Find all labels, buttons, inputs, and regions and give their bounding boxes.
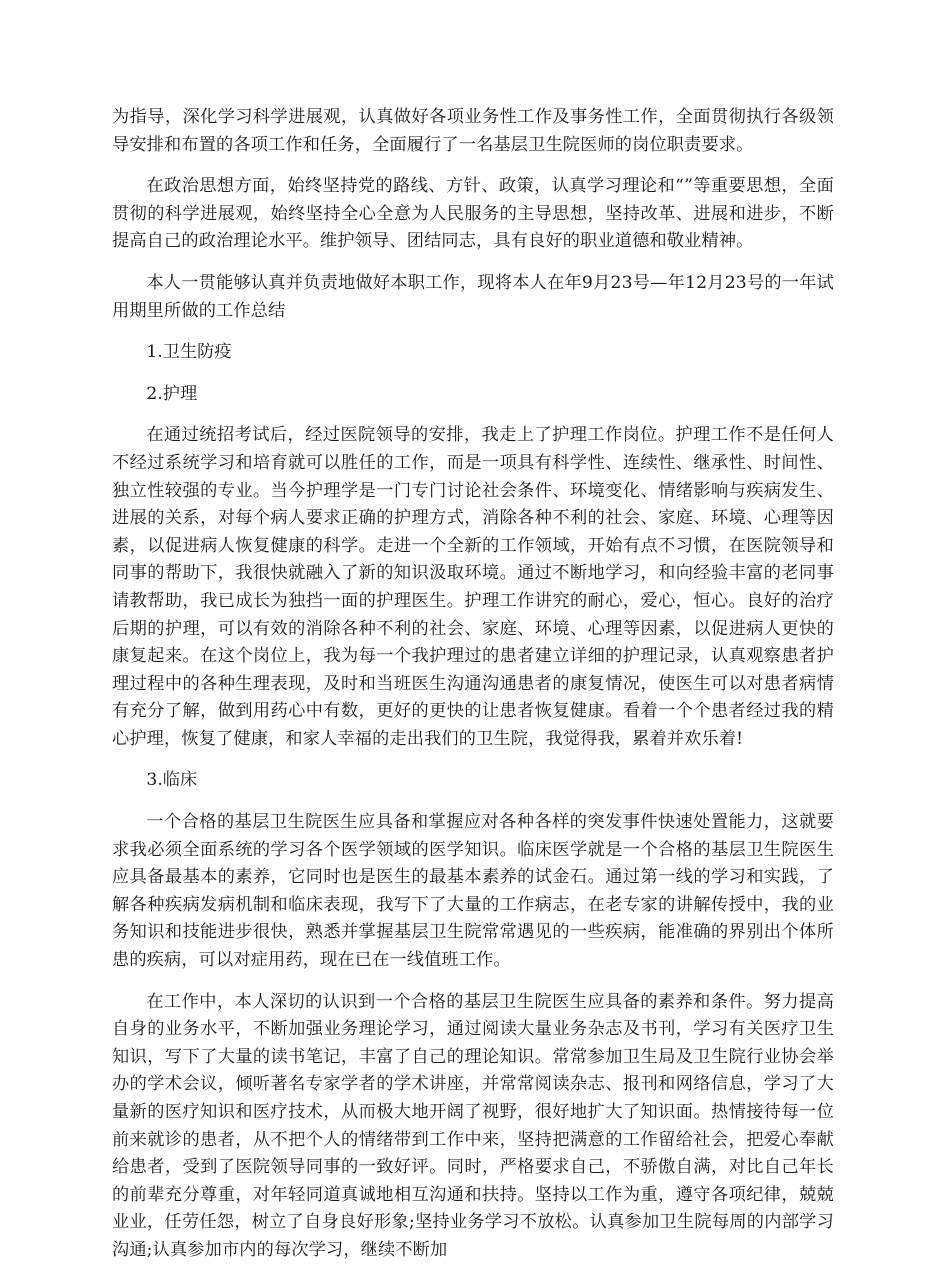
- paragraph-nursing: 在通过统招考试后，经过医院领导的安排，我走上了护理工作岗位。护理工作不是任何人不经过系统学习和培育就可以胜任的工作，而是一项具有科学性、连续性、继承性、时间性、独立性较强的专业。当今护理学是一门专门讨论社会条件、环境变化、情绪影响与疾病发生、进展的关系，对每个病人要求正确的护理方式，消除各种不利的社会、家庭、环境、心理等因素，以促进病人恢复健康的科学。走进一个全新的工作领域，开始有点不习惯，在医院领导和同事的帮助下，我很快就融入了新的知识汲取环境。通过不断地学习，和向经验丰富的老同事请教帮助，我已成长为独挡一面的护理医生。护理工作讲究的耐心，爱心，恒心。良好的治疗后期的护理，可以有效的消除各种不利的社会、家庭、环境、心理等因素，以促进病人更快的康复起来。在这个岗位上，我为每一个我护理过的患者建立详细的护理记录，认真观察患者护理过程中的各种生理表现，及时和当班医生沟通沟通患者的康复情况，使医生可以对患者病情有充分了解，做到用药心中有数，更好的更快的让患者恢复健康。看着一个个患者经过我的精心护理，恢复了健康，和家人幸福的走出我们的卫生院，我觉得我，累着并欢乐着!: [112, 425, 834, 749]
- document-body: [112, 104, 834, 1279]
- section-heading-clinical: 3.临床: [146, 770, 198, 791]
- paragraph-summary-intro: 本人一贯能够认真并负责地做好本职工作，现将本人在年9月23号—年12月23号的一年试用期里所做的工作总结: [112, 272, 834, 321]
- paragraph-work-attitude: 在工作中，本人深切的认识到一个合格的基层卫生院医生应具备的素养和条件。努力提高自身的业务水平，不断加强业务理论学习，通过阅读大量业务杂志及书刊，学习有关医疗卫生知识，写下了大量的读书笔记，丰富了自己的理论知识。常常参加卫生局及卫生院行业协会举办的学术会议，倾听著名专家学者的学术讲座，并常常阅读杂志、报刊和网络信息，学习了大量新的医疗知识和医疗技术，从而极大地开阔了视野，很好地扩大了知识面。热情接待每一位前来就诊的患者，从不把个人的情绪带到工作中来，坚持把满意的工作留给社会，把爱心奉献给患者，受到了医院领导同事的一致好评。同时，严格要求自己，不骄傲自满，对比自己年长的前辈充分尊重，对年轻同道真诚地相互沟通和扶持。坚持以工作为重，遵守各项纪律，兢兢业业，任劳任怨，树立了自身良好形象;坚持业务学习不放松。认真参加卫生院每周的内部学习沟通;认真参加市内的每次学习，继续不断加: [112, 991, 834, 1260]
- paragraph-clinical: 一个合格的基层卫生院医生应具备和掌握应对各种各样的突发事件快速处置能力，这就要求我必须全面系统的学习各个医学领域的医学知识。临床医学就是一个合格的基层卫生院医生应具备最基本的素养，它同时也是医生的最基本素养的试金石。通过第一线的学习和实践，了解各种疾病发病机制和临床表现，我写下了大量的工作病志，在老专家的讲解传授中，我的业务知识和技能进步很快，熟悉并掌握基层卫生院常常遇见的一些疾病，能准确的界别出个体所患的疾病，可以对症用药，现在已在一线值班工作。: [112, 812, 834, 971]
- paragraph-political-thought: 在政治思想方面，始终坚持党的路线、方针、政策，认真学习理论和“”等重要思想，全面贯彻的科学进展观，始终坚持全心全意为人民服务的主导思想，坚持改革、进展和进步，不断提高自己的政治理论水平。维护领导、团结同志，具有良好的职业道德和敬业精神。: [112, 176, 834, 252]
- section-heading-nursing: 2.护理: [146, 383, 198, 404]
- section-heading-epidemic-prevention: 1.卫生防疫: [146, 342, 232, 363]
- paragraph-intro-continued: 为指导，深化学习科学进展观，认真做好各项业务性工作及事务性工作，全面贯彻执行各级领导安排和布置的各项工作和任务，全面履行了一名基层卫生院医师的岗位职责要求。: [112, 107, 834, 155]
